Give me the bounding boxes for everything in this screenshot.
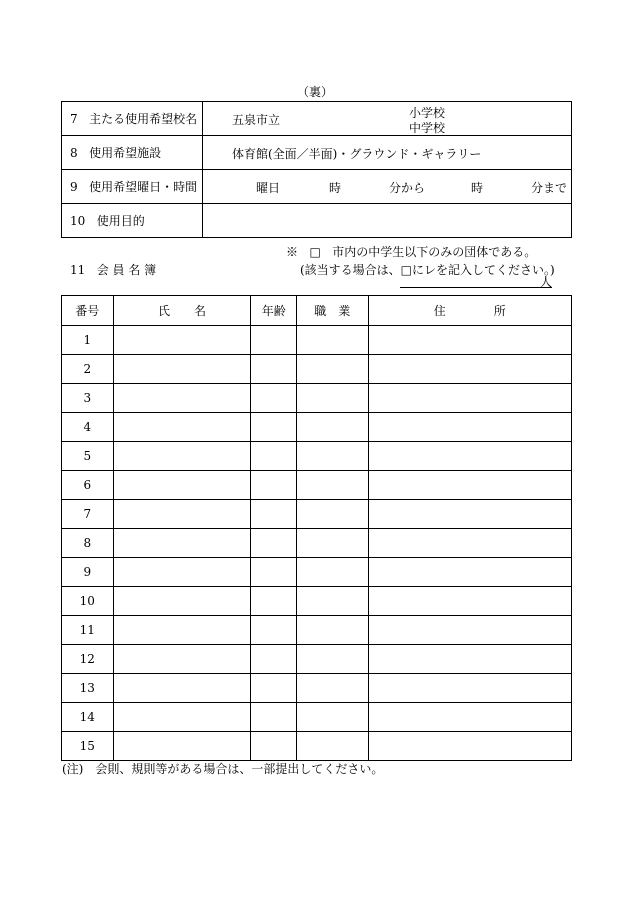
- table-row: [62, 587, 572, 616]
- occupation-cell[interactable]: [297, 732, 368, 761]
- address-cell[interactable]: [368, 558, 571, 587]
- occupation-cell[interactable]: [297, 529, 368, 558]
- field-facility[interactable]: [203, 136, 572, 170]
- age-cell[interactable]: [251, 558, 297, 587]
- row-number: 1: [62, 326, 114, 355]
- table-row: [62, 645, 572, 674]
- address-cell[interactable]: [368, 703, 571, 732]
- minute-to-unit: 分まで: [531, 181, 568, 195]
- occupation-cell[interactable]: [297, 703, 368, 732]
- row-number: 3: [62, 384, 114, 413]
- address-cell[interactable]: [368, 616, 571, 645]
- notice-instruction: (該当する場合は、□にレを記入してください。): [300, 263, 555, 277]
- age-cell[interactable]: [251, 529, 297, 558]
- occupation-cell[interactable]: [297, 674, 368, 703]
- occupation-cell[interactable]: [297, 471, 368, 500]
- row-number: 13: [62, 674, 114, 703]
- table-row: [62, 558, 572, 587]
- row-number: 8: [62, 529, 114, 558]
- name-cell[interactable]: [113, 471, 251, 500]
- label-facility: 8 使用希望施設: [62, 136, 203, 170]
- table-row: [62, 355, 572, 384]
- header-address: 住 所: [368, 296, 571, 326]
- notice-mark: ※: [286, 245, 299, 259]
- facility-options: 体育館(全面／半面)・グラウンド・ギャラリー: [232, 147, 482, 161]
- name-cell[interactable]: [113, 355, 251, 384]
- label-day-time: 9 使用希望曜日・時間: [62, 170, 203, 204]
- occupation-cell[interactable]: [297, 384, 368, 413]
- age-cell[interactable]: [251, 471, 297, 500]
- junior-only-checkbox[interactable]: □: [309, 245, 321, 259]
- age-cell[interactable]: [251, 326, 297, 355]
- table-row: [62, 529, 572, 558]
- occupation-cell[interactable]: [297, 616, 368, 645]
- day-unit: 曜日: [256, 181, 281, 195]
- member-list-table: [61, 295, 572, 761]
- address-cell[interactable]: [368, 355, 571, 384]
- notice-text: 市内の中学生以下のみの団体である。: [332, 245, 537, 259]
- name-cell[interactable]: [113, 616, 251, 645]
- row-number: 15: [62, 732, 114, 761]
- address-cell[interactable]: [368, 500, 571, 529]
- age-cell[interactable]: [251, 674, 297, 703]
- name-cell[interactable]: [113, 326, 251, 355]
- row-number: 2: [62, 355, 114, 384]
- header-number: 番号: [62, 296, 114, 326]
- table-row: [62, 384, 572, 413]
- occupation-cell[interactable]: [297, 326, 368, 355]
- name-cell[interactable]: [113, 674, 251, 703]
- table-row: [62, 500, 572, 529]
- footer-note: (注) 会則、規則等がある場合は、一部提出してください。: [62, 762, 384, 776]
- row-number: 7: [62, 500, 114, 529]
- occupation-cell[interactable]: [297, 645, 368, 674]
- member-table-body: [62, 326, 572, 761]
- address-cell[interactable]: [368, 413, 571, 442]
- name-cell[interactable]: [113, 442, 251, 471]
- occupation-cell[interactable]: [297, 413, 368, 442]
- age-cell[interactable]: [251, 732, 297, 761]
- table-row: [62, 442, 572, 471]
- table-row: [62, 703, 572, 732]
- field-day-time[interactable]: [203, 170, 572, 204]
- row-number: 9: [62, 558, 114, 587]
- header-age: 年齢: [251, 296, 297, 326]
- row-number: 5: [62, 442, 114, 471]
- age-cell[interactable]: [251, 616, 297, 645]
- address-cell[interactable]: [368, 587, 571, 616]
- option-elementary: 小学校: [409, 106, 446, 120]
- row-school-name: [62, 102, 572, 136]
- address-cell[interactable]: [368, 384, 571, 413]
- age-cell[interactable]: [251, 645, 297, 674]
- row-number: 10: [62, 587, 114, 616]
- address-cell[interactable]: [368, 529, 571, 558]
- name-cell[interactable]: [113, 500, 251, 529]
- occupation-cell[interactable]: [297, 587, 368, 616]
- member-list-title: 11 会 員 名 簿: [70, 263, 157, 277]
- junior-only-notice: [286, 243, 536, 260]
- label-school-name: 7 主たる使用希望校名: [62, 102, 203, 136]
- row-number: 14: [62, 703, 114, 732]
- member-count-unit: 人: [540, 275, 553, 289]
- hour-from-unit: 時: [329, 181, 342, 195]
- age-cell[interactable]: [251, 442, 297, 471]
- option-junior-high: 中学校: [409, 121, 446, 135]
- row-day-time: [62, 170, 572, 204]
- address-cell[interactable]: [368, 674, 571, 703]
- page-side-label: （裏）: [296, 85, 333, 99]
- name-cell[interactable]: [113, 703, 251, 732]
- age-cell[interactable]: [251, 384, 297, 413]
- member-count-field[interactable]: [400, 287, 552, 288]
- occupation-cell[interactable]: [297, 442, 368, 471]
- address-cell[interactable]: [368, 326, 571, 355]
- minute-from-unit: 分から: [389, 181, 426, 195]
- member-table-header: [62, 296, 572, 326]
- city-prefix: 五泉市立: [232, 113, 281, 127]
- name-cell[interactable]: [113, 587, 251, 616]
- age-cell[interactable]: [251, 500, 297, 529]
- hour-to-unit: 時: [471, 181, 484, 195]
- header-name: 氏 名: [113, 296, 251, 326]
- table-row: [62, 732, 572, 761]
- name-cell[interactable]: [113, 558, 251, 587]
- address-cell[interactable]: [368, 645, 571, 674]
- address-cell[interactable]: [368, 471, 571, 500]
- name-cell[interactable]: [113, 384, 251, 413]
- age-cell[interactable]: [251, 355, 297, 384]
- address-cell[interactable]: [368, 732, 571, 761]
- occupation-cell[interactable]: [297, 558, 368, 587]
- table-row: [62, 326, 572, 355]
- field-purpose[interactable]: [203, 204, 572, 238]
- age-cell[interactable]: [251, 703, 297, 732]
- name-cell[interactable]: [113, 413, 251, 442]
- row-number: 12: [62, 645, 114, 674]
- address-cell[interactable]: [368, 442, 571, 471]
- field-school-name[interactable]: [203, 102, 572, 136]
- application-details-table: [61, 101, 572, 238]
- table-row: [62, 616, 572, 645]
- occupation-cell[interactable]: [297, 500, 368, 529]
- table-row: [62, 471, 572, 500]
- row-purpose: [62, 204, 572, 238]
- table-row: [62, 674, 572, 703]
- header-occupation: 職 業: [297, 296, 368, 326]
- row-facility: [62, 136, 572, 170]
- age-cell[interactable]: [251, 587, 297, 616]
- name-cell[interactable]: [113, 732, 251, 761]
- age-cell[interactable]: [251, 413, 297, 442]
- row-number: 11: [62, 616, 114, 645]
- name-cell[interactable]: [113, 645, 251, 674]
- name-cell[interactable]: [113, 529, 251, 558]
- row-number: 6: [62, 471, 114, 500]
- table-row: [62, 413, 572, 442]
- row-number: 4: [62, 413, 114, 442]
- occupation-cell[interactable]: [297, 355, 368, 384]
- label-purpose: 10 使用目的: [62, 204, 203, 238]
